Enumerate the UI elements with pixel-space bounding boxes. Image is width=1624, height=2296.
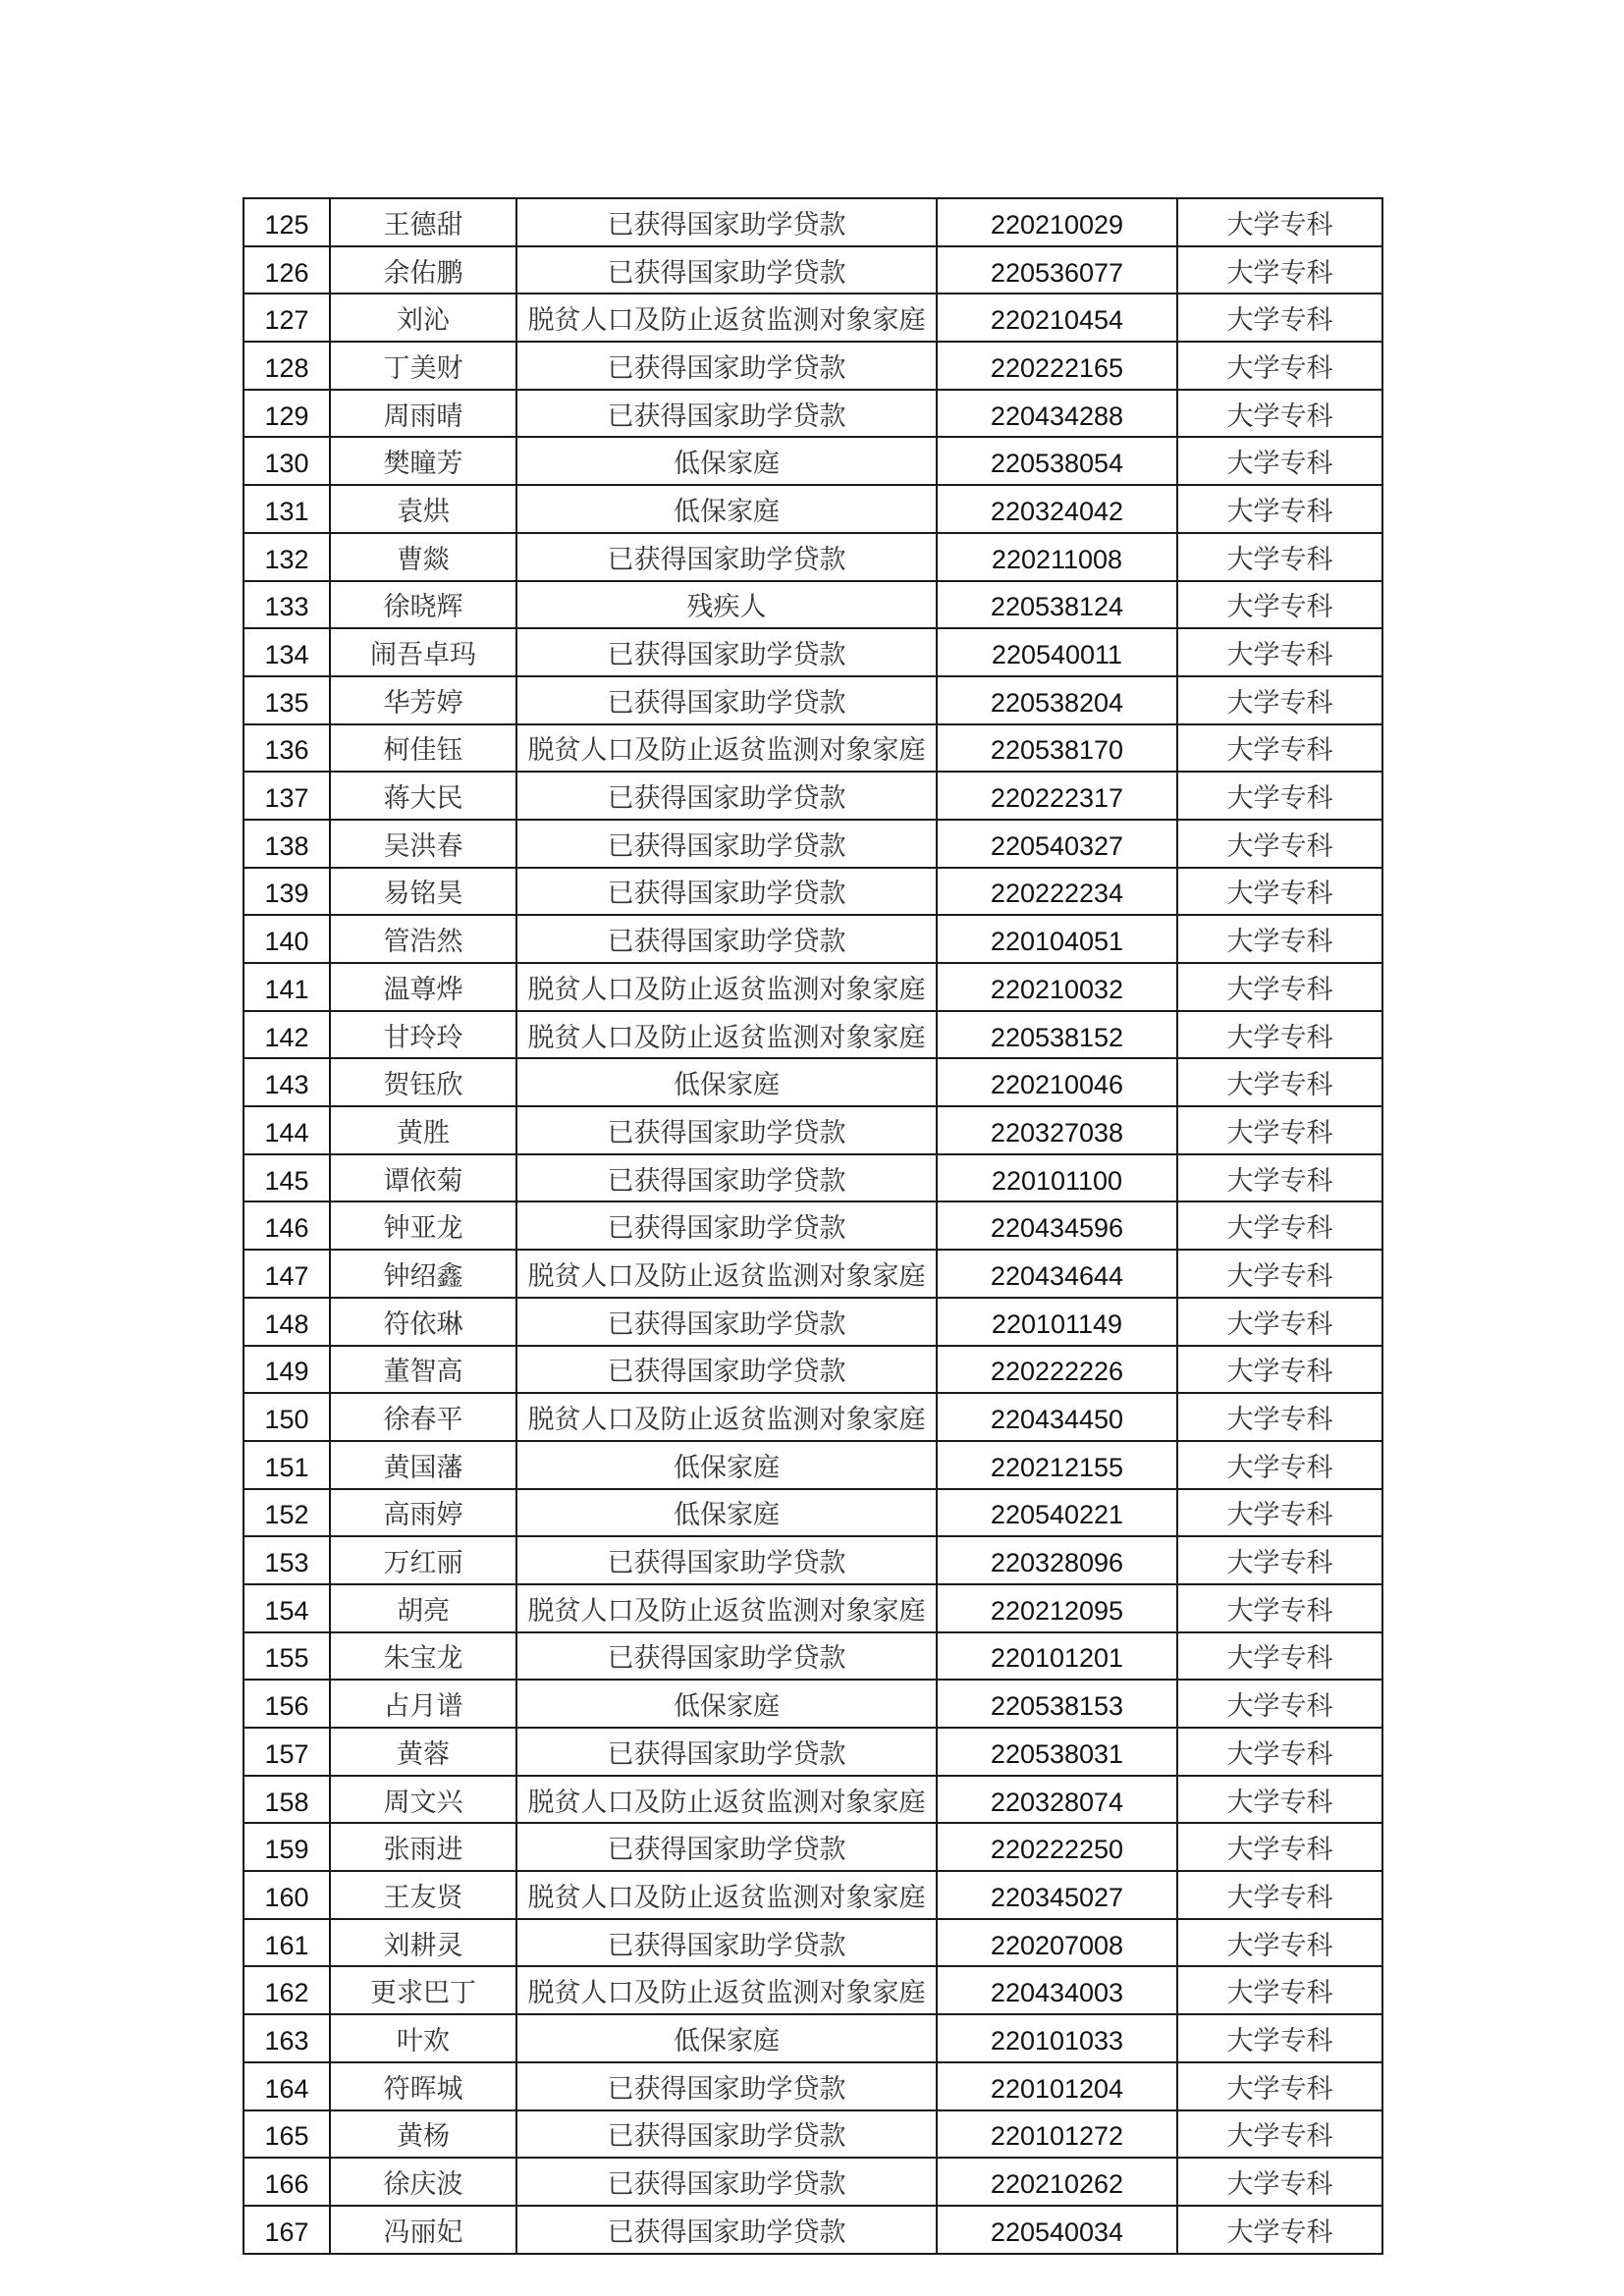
education-level: 大学专科 bbox=[1177, 390, 1382, 438]
row-index: 144 bbox=[244, 1106, 330, 1154]
row-index: 141 bbox=[244, 963, 330, 1011]
student-id: 220101100 bbox=[937, 1154, 1177, 1202]
student-name: 万红丽 bbox=[330, 1536, 516, 1584]
table-row bbox=[244, 485, 1382, 533]
education-level: 大学专科 bbox=[1177, 1393, 1382, 1441]
student-name: 管浩然 bbox=[330, 915, 516, 963]
table-row bbox=[244, 1966, 1382, 2014]
student-id: 220538153 bbox=[937, 1680, 1177, 1728]
student-id: 220538054 bbox=[937, 437, 1177, 485]
education-level: 大学专科 bbox=[1177, 868, 1382, 916]
student-name: 张雨进 bbox=[330, 1823, 516, 1871]
table-row bbox=[244, 198, 1382, 246]
student-name: 丁美财 bbox=[330, 342, 516, 390]
student-name: 王德甜 bbox=[330, 198, 516, 246]
student-name: 吴洪春 bbox=[330, 820, 516, 868]
student-id: 220540034 bbox=[937, 2206, 1177, 2254]
row-index: 134 bbox=[244, 628, 330, 676]
student-name: 黄杨 bbox=[330, 2110, 516, 2159]
student-id: 220434288 bbox=[937, 390, 1177, 438]
row-index: 129 bbox=[244, 390, 330, 438]
table-row bbox=[244, 1011, 1382, 1059]
aid-category: 已获得国家助学贷款 bbox=[516, 2110, 937, 2159]
row-index: 167 bbox=[244, 2206, 330, 2254]
row-index: 159 bbox=[244, 1823, 330, 1871]
table-row bbox=[244, 1250, 1382, 1298]
aid-category: 已获得国家助学贷款 bbox=[516, 2158, 937, 2206]
student-id: 220324042 bbox=[937, 485, 1177, 533]
aid-category: 残疾人 bbox=[516, 581, 937, 629]
aid-category: 已获得国家助学贷款 bbox=[516, 1632, 937, 1681]
student-name: 徐春平 bbox=[330, 1393, 516, 1441]
student-name: 周文兴 bbox=[330, 1776, 516, 1824]
aid-category: 脱贫人口及防止返贫监测对象家庭 bbox=[516, 1011, 937, 1059]
student-id: 220222226 bbox=[937, 1346, 1177, 1394]
student-name: 易铭昊 bbox=[330, 868, 516, 916]
table-row bbox=[244, 246, 1382, 294]
education-level: 大学专科 bbox=[1177, 1011, 1382, 1059]
row-index: 154 bbox=[244, 1584, 330, 1632]
student-id: 220101204 bbox=[937, 2062, 1177, 2110]
student-id: 220540221 bbox=[937, 1489, 1177, 1537]
aid-category: 已获得国家助学贷款 bbox=[516, 1106, 937, 1154]
aid-category: 脱贫人口及防止返贫监测对象家庭 bbox=[516, 294, 937, 342]
aid-category: 已获得国家助学贷款 bbox=[516, 1823, 937, 1871]
table-row bbox=[244, 2158, 1382, 2206]
education-level: 大学专科 bbox=[1177, 2206, 1382, 2254]
table-row bbox=[244, 390, 1382, 438]
education-level: 大学专科 bbox=[1177, 1919, 1382, 1967]
student-id: 220101033 bbox=[937, 2014, 1177, 2062]
aid-category: 脱贫人口及防止返贫监测对象家庭 bbox=[516, 1250, 937, 1298]
education-level: 大学专科 bbox=[1177, 963, 1382, 1011]
student-name: 符晖城 bbox=[330, 2062, 516, 2110]
row-index: 165 bbox=[244, 2110, 330, 2159]
table-row bbox=[244, 1536, 1382, 1584]
student-name: 冯丽妃 bbox=[330, 2206, 516, 2254]
table-row bbox=[244, 1871, 1382, 1919]
table-row bbox=[244, 1919, 1382, 1967]
row-index: 164 bbox=[244, 2062, 330, 2110]
student-name: 刘沁 bbox=[330, 294, 516, 342]
student-id: 220540011 bbox=[937, 628, 1177, 676]
student-id: 220328096 bbox=[937, 1536, 1177, 1584]
education-level: 大学专科 bbox=[1177, 437, 1382, 485]
student-name: 高雨婷 bbox=[330, 1489, 516, 1537]
row-index: 148 bbox=[244, 1298, 330, 1346]
aid-category: 已获得国家助学贷款 bbox=[516, 2206, 937, 2254]
student-name: 占月谱 bbox=[330, 1680, 516, 1728]
row-index: 151 bbox=[244, 1441, 330, 1489]
education-level: 大学专科 bbox=[1177, 676, 1382, 724]
education-level: 大学专科 bbox=[1177, 724, 1382, 773]
table-row bbox=[244, 1728, 1382, 1776]
aid-category: 已获得国家助学贷款 bbox=[516, 820, 937, 868]
student-id: 220434450 bbox=[937, 1393, 1177, 1441]
row-index: 161 bbox=[244, 1919, 330, 1967]
student-id: 220538124 bbox=[937, 581, 1177, 629]
aid-category: 已获得国家助学贷款 bbox=[516, 915, 937, 963]
aid-category: 已获得国家助学贷款 bbox=[516, 1728, 937, 1776]
student-name: 樊瞳芳 bbox=[330, 437, 516, 485]
student-name: 符依琳 bbox=[330, 1298, 516, 1346]
student-id: 220210454 bbox=[937, 294, 1177, 342]
student-id: 220222234 bbox=[937, 868, 1177, 916]
education-level: 大学专科 bbox=[1177, 1680, 1382, 1728]
table-row bbox=[244, 820, 1382, 868]
education-level: 大学专科 bbox=[1177, 1441, 1382, 1489]
student-id: 220210262 bbox=[937, 2158, 1177, 2206]
student-id: 220538152 bbox=[937, 1011, 1177, 1059]
student-id: 220101201 bbox=[937, 1632, 1177, 1681]
student-name: 叶欢 bbox=[330, 2014, 516, 2062]
row-index: 156 bbox=[244, 1680, 330, 1728]
row-index: 166 bbox=[244, 2158, 330, 2206]
student-name: 余佑鹏 bbox=[330, 246, 516, 294]
student-name: 温尊烨 bbox=[330, 963, 516, 1011]
student-id: 220434644 bbox=[937, 1250, 1177, 1298]
student-id: 220536077 bbox=[937, 246, 1177, 294]
row-index: 150 bbox=[244, 1393, 330, 1441]
education-level: 大学专科 bbox=[1177, 246, 1382, 294]
row-index: 125 bbox=[244, 198, 330, 246]
row-index: 130 bbox=[244, 437, 330, 485]
table-row bbox=[244, 1441, 1382, 1489]
student-name: 贺钰欣 bbox=[330, 1058, 516, 1106]
aid-category: 已获得国家助学贷款 bbox=[516, 1298, 937, 1346]
table-row bbox=[244, 1823, 1382, 1871]
education-level: 大学专科 bbox=[1177, 1584, 1382, 1632]
student-id: 220222165 bbox=[937, 342, 1177, 390]
aid-category: 脱贫人口及防止返贫监测对象家庭 bbox=[516, 1776, 937, 1824]
row-index: 146 bbox=[244, 1201, 330, 1250]
table-row bbox=[244, 2110, 1382, 2159]
aid-category: 脱贫人口及防止返贫监测对象家庭 bbox=[516, 1871, 937, 1919]
student-id: 220101272 bbox=[937, 2110, 1177, 2159]
education-level: 大学专科 bbox=[1177, 1298, 1382, 1346]
education-level: 大学专科 bbox=[1177, 1201, 1382, 1250]
row-index: 155 bbox=[244, 1632, 330, 1681]
education-level: 大学专科 bbox=[1177, 1776, 1382, 1824]
table-row bbox=[244, 963, 1382, 1011]
aid-category: 低保家庭 bbox=[516, 437, 937, 485]
table-row bbox=[244, 1632, 1382, 1681]
row-index: 132 bbox=[244, 533, 330, 581]
education-level: 大学专科 bbox=[1177, 915, 1382, 963]
row-index: 149 bbox=[244, 1346, 330, 1394]
aid-category: 低保家庭 bbox=[516, 1058, 937, 1106]
student-id: 220538170 bbox=[937, 724, 1177, 773]
education-level: 大学专科 bbox=[1177, 1058, 1382, 1106]
row-index: 142 bbox=[244, 1011, 330, 1059]
aid-category: 已获得国家助学贷款 bbox=[516, 676, 937, 724]
student-name: 闹吾卓玛 bbox=[330, 628, 516, 676]
table-row bbox=[244, 724, 1382, 773]
student-name: 徐晓辉 bbox=[330, 581, 516, 629]
row-index: 158 bbox=[244, 1776, 330, 1824]
aid-category: 已获得国家助学贷款 bbox=[516, 1536, 937, 1584]
student-name: 刘耕灵 bbox=[330, 1919, 516, 1967]
education-level: 大学专科 bbox=[1177, 772, 1382, 820]
education-level: 大学专科 bbox=[1177, 1250, 1382, 1298]
student-name: 更求巴丁 bbox=[330, 1966, 516, 2014]
aid-category: 低保家庭 bbox=[516, 1680, 937, 1728]
student-name: 蒋大民 bbox=[330, 772, 516, 820]
table-row bbox=[244, 2014, 1382, 2062]
row-index: 128 bbox=[244, 342, 330, 390]
student-id: 220101149 bbox=[937, 1298, 1177, 1346]
table-row bbox=[244, 1776, 1382, 1824]
row-index: 137 bbox=[244, 772, 330, 820]
education-level: 大学专科 bbox=[1177, 1966, 1382, 2014]
student-id: 220104051 bbox=[937, 915, 1177, 963]
aid-category: 脱贫人口及防止返贫监测对象家庭 bbox=[516, 724, 937, 773]
aid-category: 低保家庭 bbox=[516, 485, 937, 533]
education-level: 大学专科 bbox=[1177, 1823, 1382, 1871]
row-index: 147 bbox=[244, 1250, 330, 1298]
student-name: 谭依菊 bbox=[330, 1154, 516, 1202]
student-id: 220210046 bbox=[937, 1058, 1177, 1106]
row-index: 131 bbox=[244, 485, 330, 533]
student-id: 220328074 bbox=[937, 1776, 1177, 1824]
student-name: 黄蓉 bbox=[330, 1728, 516, 1776]
table-row bbox=[244, 581, 1382, 629]
student-name: 甘玲玲 bbox=[330, 1011, 516, 1059]
table-row bbox=[244, 2062, 1382, 2110]
row-index: 126 bbox=[244, 246, 330, 294]
row-index: 145 bbox=[244, 1154, 330, 1202]
education-level: 大学专科 bbox=[1177, 2158, 1382, 2206]
aid-category: 低保家庭 bbox=[516, 2014, 937, 2062]
student-id: 220345027 bbox=[937, 1871, 1177, 1919]
aid-category: 脱贫人口及防止返贫监测对象家庭 bbox=[516, 1966, 937, 2014]
table-row bbox=[244, 676, 1382, 724]
table-row bbox=[244, 1584, 1382, 1632]
student-aid-table bbox=[243, 197, 1383, 2255]
aid-category: 已获得国家助学贷款 bbox=[516, 390, 937, 438]
education-level: 大学专科 bbox=[1177, 2014, 1382, 2062]
student-name: 华芳婷 bbox=[330, 676, 516, 724]
education-level: 大学专科 bbox=[1177, 628, 1382, 676]
aid-category: 已获得国家助学贷款 bbox=[516, 1201, 937, 1250]
education-level: 大学专科 bbox=[1177, 1489, 1382, 1537]
table-row bbox=[244, 533, 1382, 581]
table-row bbox=[244, 1106, 1382, 1154]
row-index: 133 bbox=[244, 581, 330, 629]
row-index: 153 bbox=[244, 1536, 330, 1584]
aid-category: 已获得国家助学贷款 bbox=[516, 1346, 937, 1394]
student-id: 220212155 bbox=[937, 1441, 1177, 1489]
row-index: 163 bbox=[244, 2014, 330, 2062]
education-level: 大学专科 bbox=[1177, 533, 1382, 581]
row-index: 143 bbox=[244, 1058, 330, 1106]
row-index: 162 bbox=[244, 1966, 330, 2014]
student-id: 220222317 bbox=[937, 772, 1177, 820]
aid-category: 已获得国家助学贷款 bbox=[516, 246, 937, 294]
aid-category: 脱贫人口及防止返贫监测对象家庭 bbox=[516, 963, 937, 1011]
student-id: 220211008 bbox=[937, 533, 1177, 581]
student-id: 220538031 bbox=[937, 1728, 1177, 1776]
student-id: 220538204 bbox=[937, 676, 1177, 724]
row-index: 157 bbox=[244, 1728, 330, 1776]
table-row bbox=[244, 772, 1382, 820]
table-row bbox=[244, 1393, 1382, 1441]
table-row bbox=[244, 1346, 1382, 1394]
student-id: 220540327 bbox=[937, 820, 1177, 868]
row-index: 138 bbox=[244, 820, 330, 868]
student-name: 胡亮 bbox=[330, 1584, 516, 1632]
aid-category: 已获得国家助学贷款 bbox=[516, 2062, 937, 2110]
aid-category: 已获得国家助学贷款 bbox=[516, 1154, 937, 1202]
education-level: 大学专科 bbox=[1177, 2062, 1382, 2110]
table-row bbox=[244, 2206, 1382, 2254]
row-index: 152 bbox=[244, 1489, 330, 1537]
row-index: 136 bbox=[244, 724, 330, 773]
table-row bbox=[244, 915, 1382, 963]
education-level: 大学专科 bbox=[1177, 1106, 1382, 1154]
student-name: 黄胜 bbox=[330, 1106, 516, 1154]
row-index: 135 bbox=[244, 676, 330, 724]
table-row bbox=[244, 1058, 1382, 1106]
aid-category: 已获得国家助学贷款 bbox=[516, 533, 937, 581]
table-row bbox=[244, 342, 1382, 390]
table-row bbox=[244, 1154, 1382, 1202]
education-level: 大学专科 bbox=[1177, 294, 1382, 342]
education-level: 大学专科 bbox=[1177, 1728, 1382, 1776]
aid-category: 已获得国家助学贷款 bbox=[516, 342, 937, 390]
aid-category: 已获得国家助学贷款 bbox=[516, 772, 937, 820]
education-level: 大学专科 bbox=[1177, 485, 1382, 533]
education-level: 大学专科 bbox=[1177, 820, 1382, 868]
education-level: 大学专科 bbox=[1177, 1536, 1382, 1584]
row-index: 140 bbox=[244, 915, 330, 963]
student-id: 220434596 bbox=[937, 1201, 1177, 1250]
education-level: 大学专科 bbox=[1177, 342, 1382, 390]
table-row bbox=[244, 1680, 1382, 1728]
table-row bbox=[244, 1201, 1382, 1250]
student-name: 董智高 bbox=[330, 1346, 516, 1394]
student-id: 220327038 bbox=[937, 1106, 1177, 1154]
aid-category: 脱贫人口及防止返贫监测对象家庭 bbox=[516, 1584, 937, 1632]
student-id: 220207008 bbox=[937, 1919, 1177, 1967]
education-level: 大学专科 bbox=[1177, 1154, 1382, 1202]
student-name: 钟绍鑫 bbox=[330, 1250, 516, 1298]
student-id: 220222250 bbox=[937, 1823, 1177, 1871]
table-row bbox=[244, 437, 1382, 485]
table-row bbox=[244, 1489, 1382, 1537]
education-level: 大学专科 bbox=[1177, 2110, 1382, 2159]
table-row bbox=[244, 868, 1382, 916]
student-name: 曹燚 bbox=[330, 533, 516, 581]
education-level: 大学专科 bbox=[1177, 581, 1382, 629]
education-level: 大学专科 bbox=[1177, 198, 1382, 246]
student-name: 钟亚龙 bbox=[330, 1201, 516, 1250]
student-name: 朱宝龙 bbox=[330, 1632, 516, 1681]
aid-category: 已获得国家助学贷款 bbox=[516, 628, 937, 676]
education-level: 大学专科 bbox=[1177, 1871, 1382, 1919]
row-index: 160 bbox=[244, 1871, 330, 1919]
table-row bbox=[244, 294, 1382, 342]
student-name: 袁烘 bbox=[330, 485, 516, 533]
aid-category: 已获得国家助学贷款 bbox=[516, 198, 937, 246]
student-id: 220434003 bbox=[937, 1966, 1177, 2014]
student-id: 220212095 bbox=[937, 1584, 1177, 1632]
aid-category: 低保家庭 bbox=[516, 1441, 937, 1489]
table-row bbox=[244, 1298, 1382, 1346]
aid-category: 脱贫人口及防止返贫监测对象家庭 bbox=[516, 1393, 937, 1441]
education-level: 大学专科 bbox=[1177, 1346, 1382, 1394]
student-id: 220210032 bbox=[937, 963, 1177, 1011]
student-name: 柯佳钰 bbox=[330, 724, 516, 773]
row-index: 127 bbox=[244, 294, 330, 342]
aid-category: 已获得国家助学贷款 bbox=[516, 1919, 937, 1967]
student-name: 王友贤 bbox=[330, 1871, 516, 1919]
row-index: 139 bbox=[244, 868, 330, 916]
aid-category: 低保家庭 bbox=[516, 1489, 937, 1537]
student-name: 黄国藩 bbox=[330, 1441, 516, 1489]
table-body bbox=[244, 198, 1382, 2254]
table-row bbox=[244, 628, 1382, 676]
education-level: 大学专科 bbox=[1177, 1632, 1382, 1681]
aid-category: 已获得国家助学贷款 bbox=[516, 868, 937, 916]
student-id: 220210029 bbox=[937, 198, 1177, 246]
student-name: 徐庆波 bbox=[330, 2158, 516, 2206]
student-name: 周雨晴 bbox=[330, 390, 516, 438]
